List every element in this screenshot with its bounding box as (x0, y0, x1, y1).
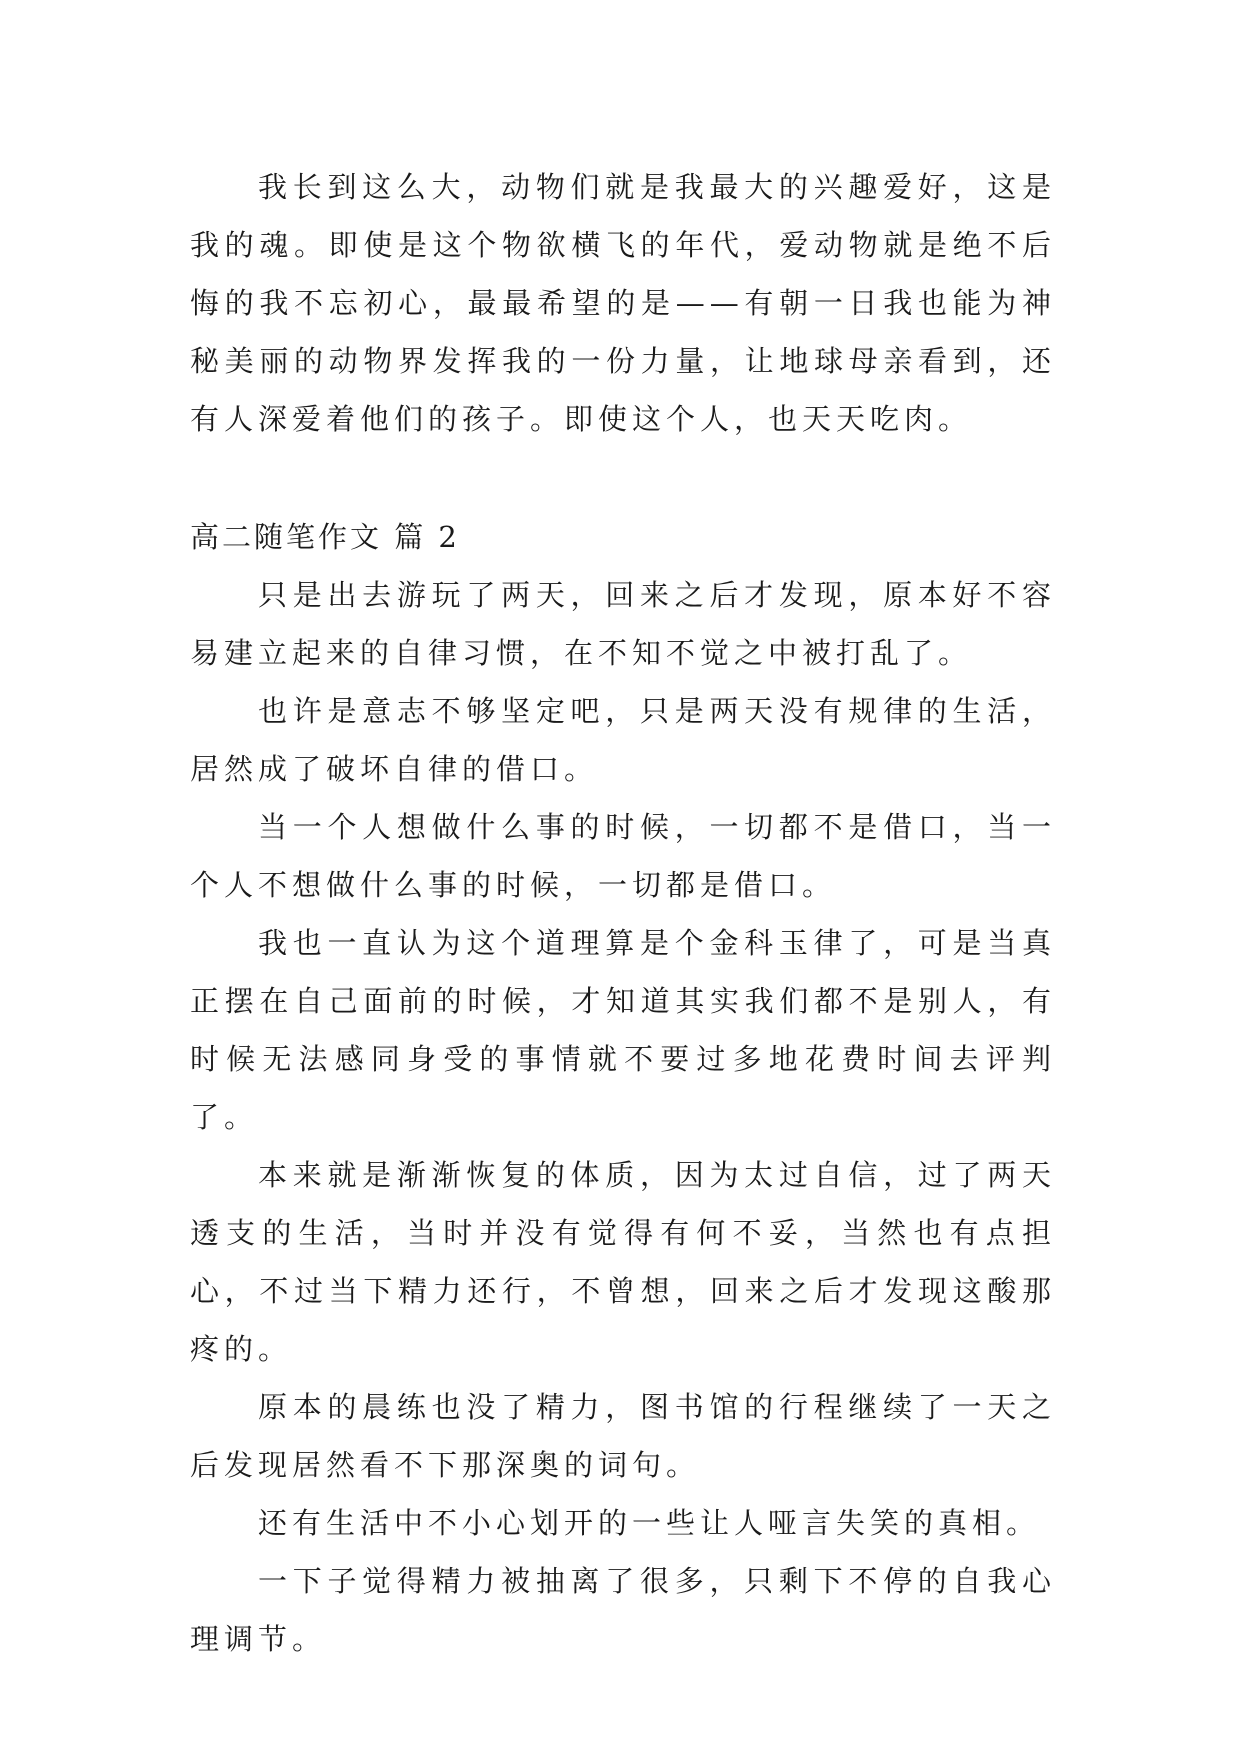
paragraph: 我也一直认为这个道理算是个金科玉律了，可是当真正摆在自己面前的时候，才知道其实我们都不是别人，有时候无法感同身受的事情就不要过多地花费时间去评判了。 (190, 926, 1056, 1134)
paragraph: 原本的晨练也没了精力，图书馆的行程继续了一天之后发现居然看不下那深奥的词句。 (190, 1390, 1056, 1482)
section-gap (190, 448, 1056, 508)
paragraph: 一下子觉得精力被抽离了很多，只剩下不停的自我心理调节。 (190, 1564, 1056, 1656)
paragraph: 只是出去游玩了两天，回来之后才发现，原本好不容易建立起来的自律习惯，在不知不觉之中被打乱了。 (190, 578, 1056, 670)
document-page (190, 158, 1056, 1668)
paragraph: 也许是意志不够坚定吧，只是两天没有规律的生活，居然成了破坏自律的借口。 (190, 694, 1056, 786)
paragraph: 还有生活中不小心划开的一些让人哑言失笑的真相。 (258, 1506, 1041, 1540)
section-heading: 高二随笔作文 篇 2 (190, 520, 460, 554)
paragraph: 我长到这么大，动物们就是我最大的兴趣爱好，这是我的魂。即使是这个物欲横飞的年代，爱动物就是绝不后悔的我不忘初心，最最希望的是——有朝一日我也能为神秘美丽的动物界发挥我的一份力量，让地球母亲看到，还有人深爱着他们的孩子。即使这个人，也天天吃肉。 (190, 170, 1056, 436)
paragraph: 当一个人想做什么事的时候，一切都不是借口，当一个人不想做什么事的时候，一切都是借口。 (190, 810, 1056, 902)
paragraph: 本来就是渐渐恢复的体质，因为太过自信，过了两天透支的生活，当时并没有觉得有何不妥，当然也有点担心，不过当下精力还行，不曾想，回来之后才发现这酸那疼的。 (190, 1158, 1056, 1366)
